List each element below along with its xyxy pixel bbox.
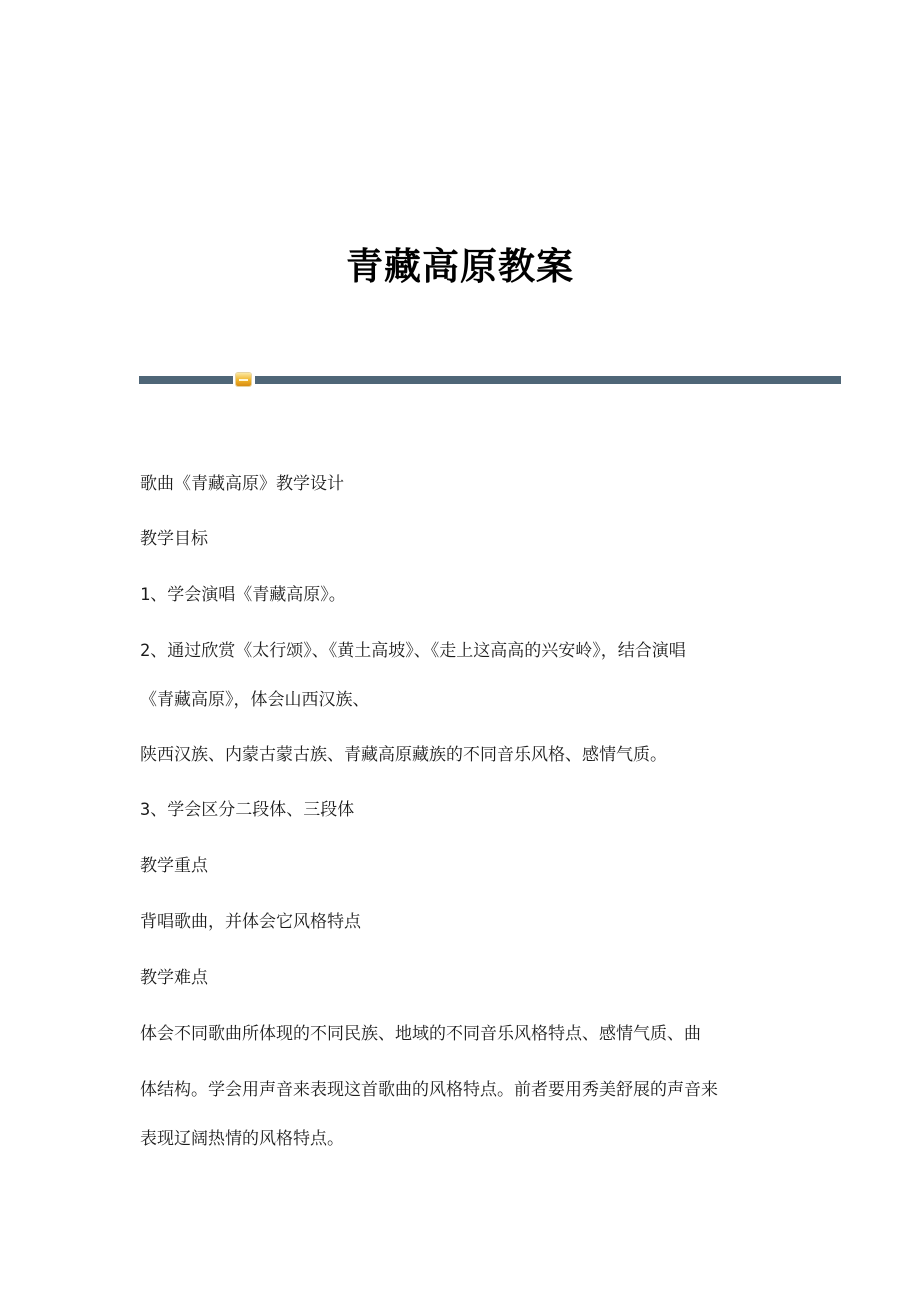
key-points-text: 背唱歌曲，并体会它风格特点 <box>140 912 361 932</box>
page-title: 青藏高原教案 <box>346 243 574 288</box>
title-divider <box>139 373 841 387</box>
difficulties-line-3: 表现辽阔热情的风格特点。 <box>140 1129 344 1149</box>
divider-emblem-icon <box>236 373 251 386</box>
difficulties-line-2: 体结构。学会用声音来表现这首歌曲的风格特点。前者要用秀美舒展的声音来 <box>140 1080 718 1100</box>
divider-bar-left <box>139 376 233 384</box>
goal-item-1: 1、学会演唱《青藏高原》。 <box>140 585 346 605</box>
difficulties-line-1: 体会不同歌曲所体现的不同民族、地域的不同音乐风格特点、感情气质、曲 <box>140 1024 701 1044</box>
section-heading-difficulties: 教学难点 <box>140 968 208 988</box>
section-heading-goals: 教学目标 <box>140 529 208 549</box>
goal-item-3: 3、学会区分二段体、三段体 <box>140 800 355 820</box>
section-heading-design: 歌曲《青藏高原》教学设计 <box>140 474 344 494</box>
goal-item-2-line-1: 2、通过欣赏《太行颂》、《黄土高坡》、《走上这高高的兴安岭》，结合演唱 <box>140 641 686 661</box>
goal-item-2-line-3: 陕西汉族、内蒙古蒙古族、青藏高原藏族的不同音乐风格、感情气质。 <box>140 745 667 765</box>
goal-item-2-line-2: 《青藏高原》，体会山西汉族、 <box>140 690 370 710</box>
divider-bar-right <box>255 376 841 384</box>
section-heading-key-points: 教学重点 <box>140 856 208 876</box>
